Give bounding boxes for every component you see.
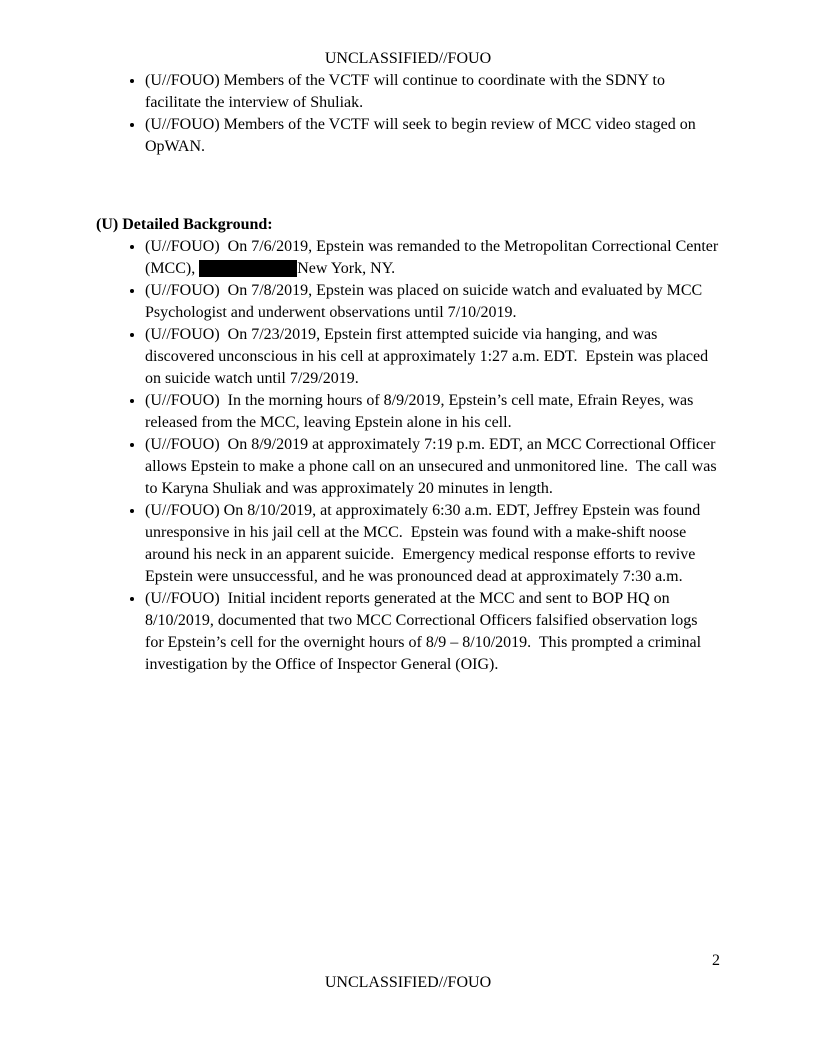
list-item xyxy=(145,500,720,588)
bullet-text: (U//FOUO) On 8/9/2019 at approximately 7:19 p.m. EDT, an MCC Correctional Officer allows Epstein to make a phone call on an unsecured and unmonitored line. The call was to Karyna Shuliak and was approximately 20 minutes in length. xyxy=(145,436,721,497)
bullet-text: (U//FOUO) Members of the VCTF will seek to begin review of MCC video staged on OpWAN. xyxy=(145,116,700,155)
bullet-text: (U//FOUO) On 8/10/2019, at approximately 6:30 a.m. EDT, Jeffrey Epstein was found unresponsive in his jail cell at the MCC. Epstein was found with a make-shift noose around his neck in an apparent suicide. Emergency medical response efforts to revive Epstein were unsuccessful, and he was pronounced dead at approximately 7:30 a.m. xyxy=(145,502,705,585)
page-number: 2 xyxy=(712,952,720,969)
list-item xyxy=(145,324,720,390)
bullet-text-after-redaction: New York, NY. xyxy=(297,260,396,277)
section-heading: (U) Detailed Background: xyxy=(96,216,273,233)
footer-classification-banner: UNCLASSIFIED//FOUO xyxy=(324,974,492,991)
bullet-text-before-redaction: (U//FOUO) On 7/6/2019, Epstein was remanded to the Metropolitan Correctional Center (MCC), xyxy=(145,238,723,277)
bullet-text: (U//FOUO) Members of the VCTF will continue to coordinate with the SDNY to facilitate the interview of Shuliak. xyxy=(145,72,669,111)
list-item xyxy=(145,434,720,500)
bullet-text: (U//FOUO) Initial incident reports generated at the MCC and sent to BOP HQ on 8/10/2019, documented that two MCC Correctional Officers falsified observation logs for Epstein’s cell for the overnight hours of 8/9 – 8/10/2019. This prompted a criminal investigation by the Office of Inspector General (OIG). xyxy=(145,590,706,673)
list-item xyxy=(145,390,720,434)
list-item xyxy=(145,236,723,280)
header-classification-banner: UNCLASSIFIED//FOUO xyxy=(324,50,492,67)
redaction-box xyxy=(199,260,297,277)
bullet-text: (U//FOUO) On 7/8/2019, Epstein was placed on suicide watch and evaluated by MCC Psychologist and underwent observations until 7/10/2019. xyxy=(145,282,707,321)
page-footer xyxy=(96,950,720,994)
bullet-text: (U//FOUO) On 7/23/2019, Epstein first attempted suicide via hanging, and was discovered unconscious in his cell at approximately 1:27 a.m. EDT. Epstein was placed on suicide watch until 7/29/2019. xyxy=(145,326,713,387)
top-bullet-list xyxy=(96,70,720,158)
background-bullet-list xyxy=(96,236,723,676)
list-item xyxy=(145,114,720,158)
list-item xyxy=(145,70,720,114)
bullet-text: (U//FOUO) In the morning hours of 8/9/2019, Epstein’s cell mate, Efrain Reyes, was released from the MCC, leaving Epstein alone in his cell. xyxy=(145,392,698,431)
list-item xyxy=(145,588,720,676)
list-item xyxy=(145,280,720,324)
